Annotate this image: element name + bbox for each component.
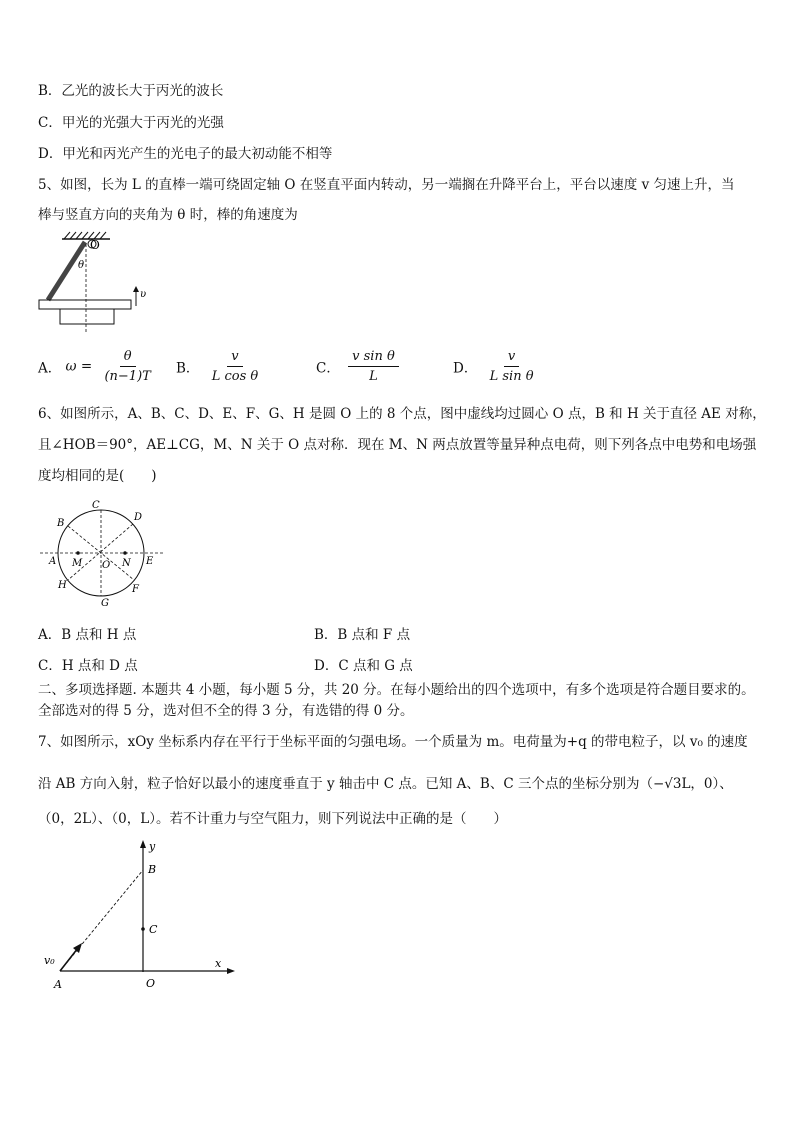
q5-stem-line1: 5、如图，长为 L 的直棒一端可绕固定轴 O 在竖直平面内转动，另一端搁在升降平台上，平台以速度 v 匀速上升，当 <box>38 177 735 193</box>
q6-fig-label-d: D <box>134 512 143 523</box>
q7-fig-label-b: B <box>148 863 157 876</box>
q6-stem-line2: 且∠HOB＝90°，AE⊥CG，M、N 关于 O 点对称．现在 M、N 两点放置等量异种点电荷，则下列各点中电势和电场强 <box>38 437 757 453</box>
q6-option-a: A．B 点和 H 点 <box>38 627 137 643</box>
q6-fig-label-c: C <box>92 500 100 511</box>
q7-fig-label-v0: v₀ <box>44 954 55 967</box>
section2-instructions-line2: 全部选对的得 5 分，选对但不全的得 3 分，有选错的得 0 分。 <box>38 703 414 719</box>
q6-fig-label-a: A <box>49 556 57 567</box>
q7-fig-label-o: O <box>146 977 156 990</box>
q7-fig-label-x: x <box>215 957 222 970</box>
q7-coordinate-figure <box>38 836 248 996</box>
q7-fig-label-a: A <box>54 978 62 991</box>
q6-option-d: D．C 点和 G 点 <box>314 658 413 674</box>
q5-stem-line2: 棒与竖直方向的夹角为 θ 时，棒的角速度为 <box>38 207 298 223</box>
q6-fig-label-f: F <box>132 584 139 595</box>
q6-fig-label-h: H <box>58 580 67 591</box>
q7-fig-label-y: y <box>149 840 156 853</box>
q6-fig-label-o: O <box>102 560 111 571</box>
q6-stem-line3: 度均相同的是( ) <box>38 468 157 484</box>
q6-fig-label-e: E <box>146 556 154 567</box>
q5-option-c: C． $\frac{\text{v sin θ}}{L}$ <box>316 349 403 384</box>
section2-instructions-line1: 二、多项选择题. 本题共 4 小题，每小题 5 分，共 20 分。在每小题给出的四个选项中，有多个选项是符合题目要求的。 <box>38 682 755 698</box>
q5-option-a: A． ω = $\frac{\theta}{(n-1)T}$ <box>38 349 151 384</box>
q5-fig-label-theta: θ <box>78 260 85 271</box>
q7-fig-label-c: C <box>149 923 158 936</box>
q6-fig-label-m: M <box>72 558 83 569</box>
q6-fig-label-b: B <box>57 518 65 529</box>
q6-option-b: B．B 点和 F 点 <box>314 627 411 643</box>
q7-stem-line1: 7、如图所示，xOy 坐标系内存在平行于坐标平面的匀强电场。一个质量为 m。电荷量为+q 的带电粒子，以 v₀ 的速度 <box>38 734 748 750</box>
q6-option-c: C．H 点和 D 点 <box>38 658 138 674</box>
q5-fig-label-o: O <box>90 238 100 252</box>
q5-option-d: D． $\frac{v}{\text{L sin θ}}$ <box>453 349 534 384</box>
q5-option-b: B． $\frac{v}{\text{L cos θ}}$ <box>176 349 259 384</box>
q5-rod-figure <box>30 228 150 338</box>
q4-option-d: D．甲光和丙光产生的光电子的最大初动能不相等 <box>38 146 333 162</box>
q7-stem-line3: （0，2L）、（0，L）。若不计重力与空气阻力，则下列说法中正确的是（ ） <box>38 811 507 827</box>
q6-fig-label-n: N <box>122 558 131 569</box>
q7-stem-line2: 沿 AB 方向入射，粒子恰好以最小的速度垂直于 y 轴击中 C 点。已知 A、B、C 三个点的坐标分别为（−√3L，0）、 <box>38 776 733 792</box>
q4-option-b: B．乙光的波长大于丙光的波长 <box>38 83 224 99</box>
q6-fig-label-g: G <box>101 598 109 609</box>
q6-stem-line1: 6、如图所示，A、B、C、D、E、F、G、H 是圆 O 上的 8 个点，图中虚线均过圆心 O 点，B 和 H 关于直径 AE 对称， <box>38 406 766 422</box>
q4-option-c: C．甲光的光强大于丙光的光强 <box>38 115 224 131</box>
q6-circle-figure <box>38 496 168 611</box>
q5-fig-label-v: υ <box>140 289 147 300</box>
